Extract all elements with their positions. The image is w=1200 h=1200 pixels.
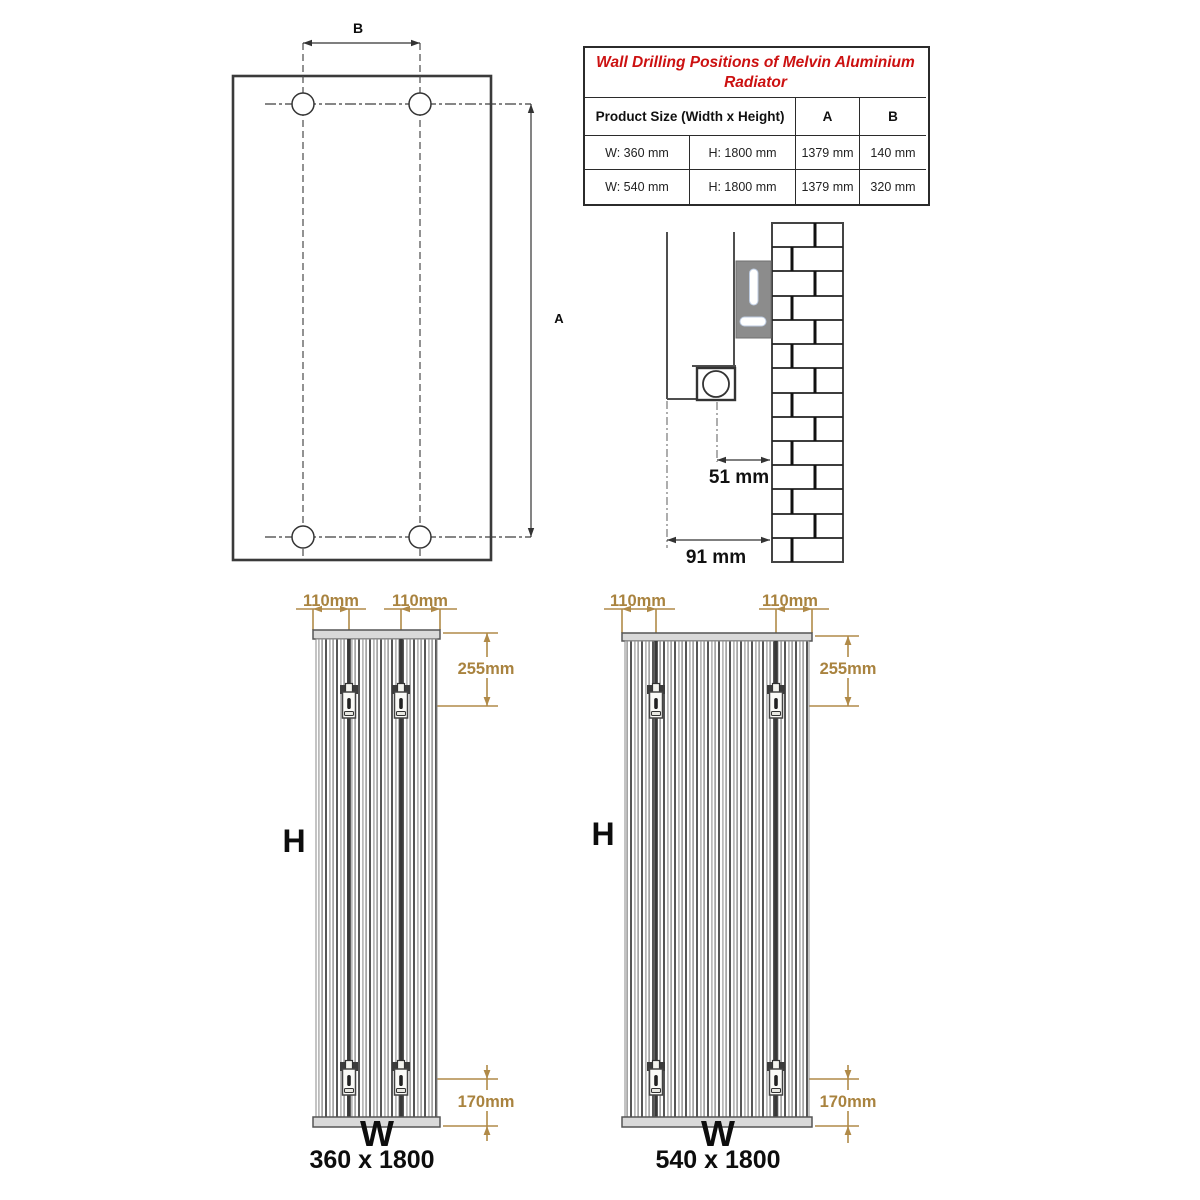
spec-table [583, 46, 930, 206]
dim-170mm-label: 170mm [819, 1093, 877, 1111]
radiator-top-cap [313, 630, 440, 639]
dim-91mm [667, 537, 770, 543]
dim-91mm-label: 91 mm [685, 547, 747, 568]
table-title-line1: Wall Drilling Positions of Melvin Aluminium [596, 54, 915, 72]
radiator-top-cap [622, 633, 812, 641]
radiator-front-540 [575, 590, 900, 1175]
width-label-540: W [701, 1113, 735, 1154]
dim-110mm-right-label: 110mm [392, 592, 448, 610]
dim-255mm-label: 255mm [819, 660, 877, 678]
dim-170mm-label: 170mm [457, 1093, 515, 1111]
table-cell-a-360: 1379 mm [796, 136, 860, 170]
table-cell-b-540: 320 mm [870, 180, 916, 194]
dim-51mm-label: 51 mm [708, 467, 770, 488]
dim-51mm [717, 457, 770, 463]
brick-wall [772, 223, 843, 562]
table-cell-b-360: 140 mm [860, 136, 926, 170]
dim-b-line [303, 40, 420, 46]
height-label-360: H [282, 823, 306, 859]
dim-110mm-right-label: 110mm [762, 592, 818, 610]
bracket-slot-vertical [750, 269, 759, 305]
dim-255mm-label: 255mm [457, 660, 515, 678]
width-label-360: W [360, 1113, 394, 1154]
valve-circle [703, 371, 729, 397]
drilling-position-diagram [220, 10, 570, 570]
col-header-b: B [860, 98, 926, 136]
mounting-hole [409, 526, 431, 548]
dim-110mm-left-label: 110mm [610, 592, 666, 610]
size-caption-360: 360 x 1800 [309, 1146, 435, 1174]
dim-a-label: A [554, 311, 564, 326]
pipe-valve [697, 368, 735, 400]
radiator-front-360 [270, 590, 545, 1175]
col-header-a: A [796, 98, 860, 136]
table-title [585, 48, 926, 98]
mounting-holes [292, 93, 431, 548]
radiator-fins [316, 639, 437, 1117]
table-cell-height-540: H: 1800 mm [690, 170, 796, 204]
height-label-540: H [591, 816, 615, 852]
mounting-hole [292, 526, 314, 548]
mounting-hole [292, 93, 314, 115]
wall-bracket [736, 261, 771, 338]
col-header-product-size: Product Size (Width x Height) [585, 98, 796, 136]
dim-a-line [528, 104, 534, 537]
wall-mount-side-diagram [640, 215, 900, 575]
bracket-slot-horizontal [740, 317, 766, 326]
radiator-outline [233, 76, 491, 560]
extension-lines [303, 43, 420, 557]
table-cell-height-360: H: 1800 mm [690, 136, 796, 170]
mounting-hole [409, 93, 431, 115]
table-cell-width-360: W: 360 mm [585, 136, 690, 170]
dim-110mm-left-label: 110mm [303, 592, 359, 610]
size-caption-540: 540 x 1800 [655, 1146, 781, 1174]
dim-b-label: B [352, 20, 364, 36]
table-title-line2: Radiator [724, 73, 787, 91]
table-cell-a-540: 1379 mm [796, 170, 860, 204]
table-cell-width-540: W: 540 mm [585, 170, 690, 204]
